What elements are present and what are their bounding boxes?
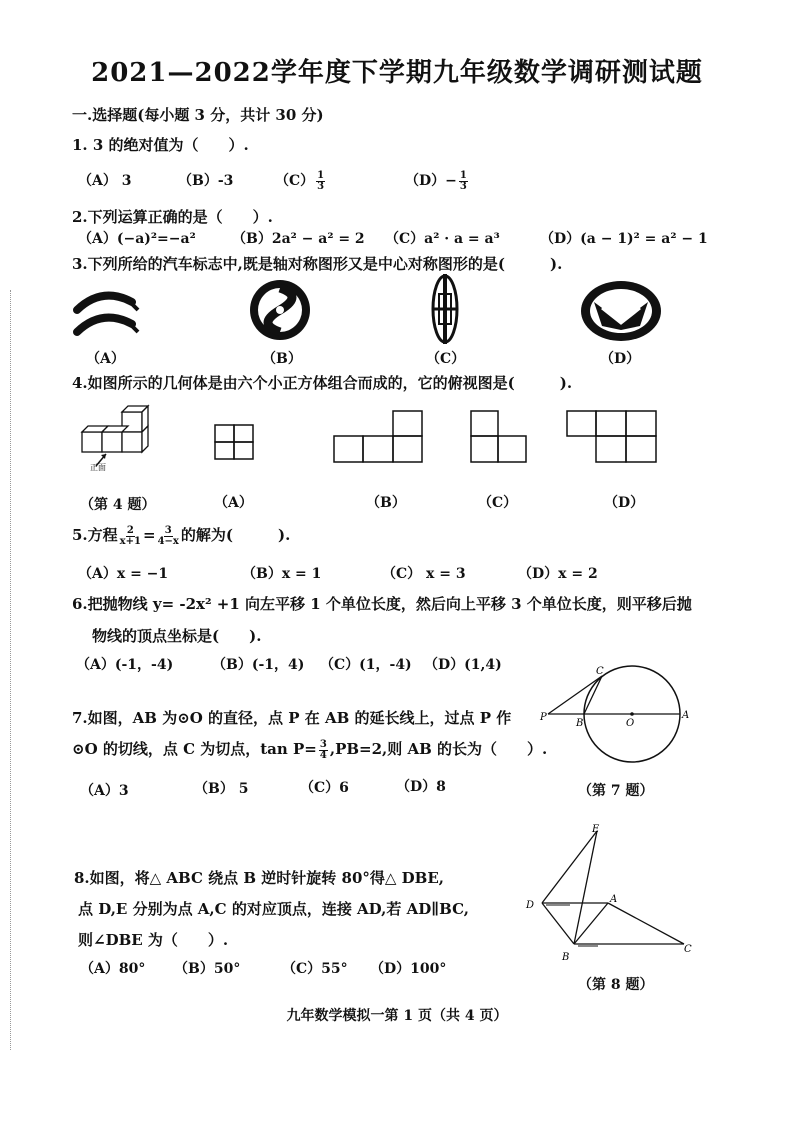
exam-title: 2021—2022学年度下学期九年级数学调研测试题 [91, 58, 703, 88]
q2-option-b: （B）2a² − a² = 2 [232, 231, 365, 247]
q6-option-c: （C）(1，-4) [320, 657, 412, 673]
q8-option-c: （C）55° [282, 961, 348, 977]
q7-option-a: （A）3 [80, 783, 129, 799]
q8-rotation-triangle-figure [524, 826, 700, 966]
q6-stem-line1: 6.把抛物线 y= -2x² +1 向左平移 1 个单位长度，然后向上平移 3 个单位长度，则平移后抛 [72, 595, 692, 613]
q2-stem: 2.下列运算正确的是（ ）. [72, 208, 273, 226]
q7-circle-tangent-figure [536, 660, 696, 764]
q4-option-b-view [333, 410, 425, 464]
q4-cube-solid-figure [74, 404, 154, 476]
q8-point-c-label: C [684, 944, 692, 955]
q4-figure-caption: （第 4 题） [80, 497, 156, 513]
q4-label-a: （A） [214, 495, 253, 511]
q2-option-c: （C）a² · a = a³ [385, 231, 500, 247]
q4-option-d-view [566, 410, 660, 464]
q6-stem-line2: 物线的顶点坐标是( ). [92, 627, 262, 645]
q8-point-b-label: B [562, 952, 570, 963]
q5-option-b: （B）x = 1 [242, 566, 322, 582]
q4-option-a-view [214, 424, 256, 460]
binding-margin-dots [10, 290, 11, 1050]
q1-option-a: （A） 3 [78, 173, 132, 189]
page-footer: 九年数学模拟一第 1 页（共 4 页） [286, 1008, 508, 1024]
q3-label-c: （C） [426, 351, 466, 367]
q7-option-d: （D）8 [396, 779, 446, 795]
q2-option-a: （A）(−a)²=−a² [78, 231, 196, 247]
logo-b-swirl-circle-icon [246, 276, 314, 344]
q3-label-d: （D） [600, 351, 641, 367]
q1-option-b: （B）-3 [178, 173, 234, 189]
q8-figure-caption: （第 8 题） [578, 977, 654, 993]
q7-point-p-label: P [540, 712, 547, 723]
q7-point-b-label: B [576, 718, 584, 729]
q7-figure-caption: （第 7 题） [578, 783, 654, 799]
q4-option-c-view [470, 410, 530, 464]
q5-option-d: （D）x = 2 [518, 566, 598, 582]
q3-stem: 3.下列所给的汽车标志中,既是轴对称图形又是中心对称图形的是( ). [72, 255, 563, 273]
q4-label-c: （C） [478, 495, 518, 511]
q2-option-d: （D）(a − 1)² = a² − 1 [540, 231, 708, 247]
q6-option-d: （D）(1,4) [424, 657, 502, 673]
q7-stem-line1: 7.如图，AB 为⊙O 的直径，点 P 在 AB 的延长线上，过点 P 作 [72, 709, 512, 727]
q3-label-a: （A） [86, 351, 125, 367]
q1-option-c: （C） $\frac{1}{3}$ [275, 169, 325, 192]
q8-stem-line1: 8.如图，将△ ABC 绕点 B 逆时针旋转 80°得△ DBE, [74, 869, 444, 887]
logo-a-chevrons-icon [72, 288, 142, 343]
q8-option-d: （D）100° [370, 961, 447, 977]
q6-option-b: （B）(-1，4) [212, 657, 305, 673]
q7-stem-line2: ⊙O 的切线，点 C 为切点，tan P= $\frac{3}{4}$ ,PB=2,则 AB 的长为（ ）. [72, 738, 548, 761]
q8-point-d-label: D [526, 900, 535, 911]
logo-d-mazda-icon [578, 278, 664, 344]
q8-stem-line2: 点 D,E 分别为点 A,C 的对应顶点，连接 AD,若 AD∥BC, [78, 900, 470, 918]
q8-option-b: （B）50° [174, 961, 241, 977]
section-heading: 一.选择题(每小题 3 分，共计 30 分) [72, 106, 324, 124]
q5-option-a: （A）x = −1 [78, 566, 169, 582]
q8-point-e-label: E [592, 824, 600, 835]
q8-stem-line3: 则∠DBE 为（ ）. [78, 931, 229, 949]
q4-front-label: 正面 [90, 463, 106, 472]
q5-stem: 5.方程 $\frac{2}{x+1}$ = $\frac{3}{4-x}$ 的解为( ). [72, 524, 291, 547]
q5-option-c: （C） x = 3 [382, 566, 466, 582]
q8-option-a: （A）80° [80, 961, 146, 977]
q7-option-b: （B） 5 [194, 781, 249, 797]
q3-label-b: （B） [262, 351, 302, 367]
q4-label-b: （B） [366, 495, 406, 511]
q7-point-c-label: C [596, 666, 604, 677]
q7-point-a-label: A [682, 710, 690, 721]
q7-point-o-label: O [626, 718, 635, 729]
logo-c-lincoln-icon [428, 272, 462, 346]
q1-option-d: （D）− $\frac{1}{3}$ [405, 169, 467, 192]
q7-option-c: （C）6 [300, 780, 349, 796]
q4-label-d: （D） [604, 495, 645, 511]
q6-option-a: （A）(-1，-4) [76, 657, 174, 673]
q4-stem: 4.如图所示的几何体是由六个小正方体组合而成的，它的俯视图是( ). [72, 374, 573, 392]
q8-point-a-label: A [610, 894, 618, 905]
q1-stem: 1. 3 的绝对值为（ ）. [72, 136, 249, 154]
